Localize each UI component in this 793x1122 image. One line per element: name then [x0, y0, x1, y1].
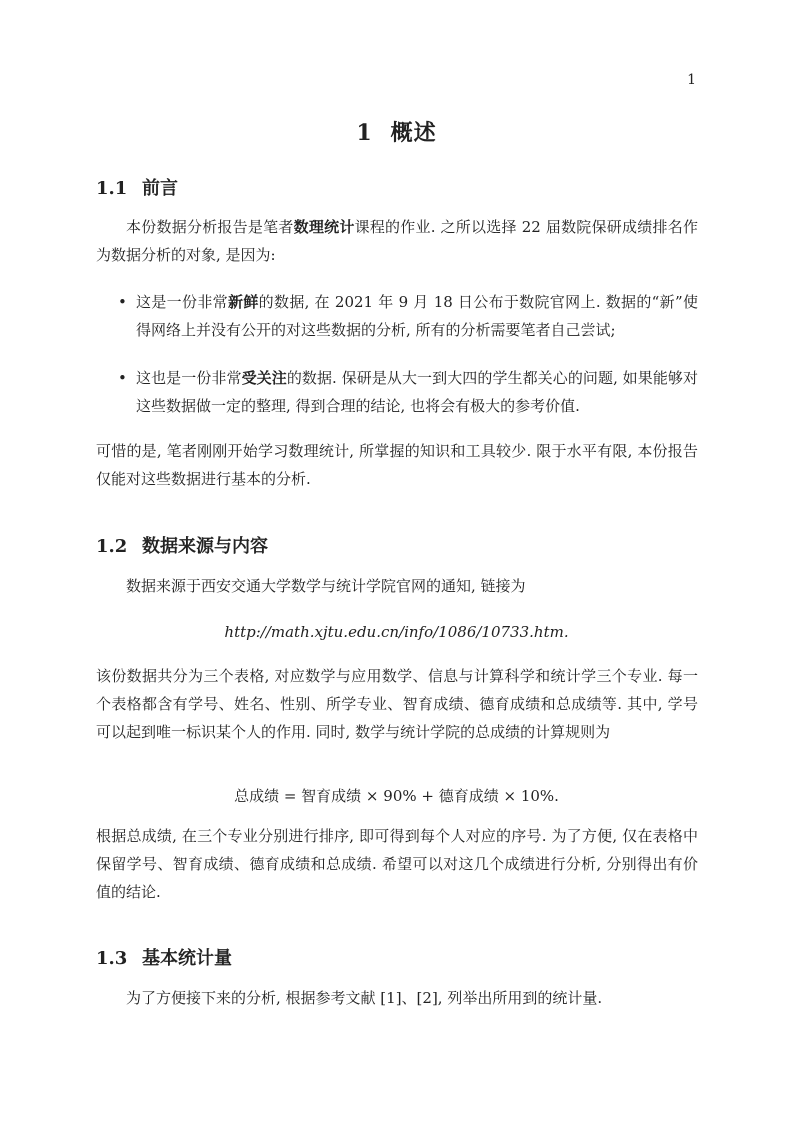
chapter-heading: 概述: [390, 120, 437, 146]
section-title-1-2: [96, 532, 268, 558]
text-run: 本份数据分析报告是笔者: [126, 218, 294, 236]
section-number: 1.1: [96, 178, 128, 199]
source-url: http://math.xjtu.edu.cn/info/1086/10733.htm.: [224, 623, 569, 641]
text-run: 这也是一份非常: [136, 369, 242, 387]
section-title-1-1: [96, 174, 178, 200]
paragraph-intro: [96, 213, 698, 269]
section-heading: 数据来源与内容: [142, 536, 268, 557]
bold-term: 新鲜: [227, 293, 259, 311]
paragraph-limitation: 可惜的是, 笔者刚刚开始学习数理统计, 所掌握的知识和工具较少. 限于水平有限, 本份报告仅能对这些数据进行基本的分析.: [96, 442, 698, 488]
text-run: 这是一份非常: [136, 293, 228, 311]
text-run: 课程的作业. 之所以选择 22 届数院保研成绩排名作为数据分析的对象, 是因为:: [96, 218, 698, 264]
text-run: 的数据, 在 2021 年 9 月 18 日公布于数院官网上. 数据的“新”使得网络上并没有公开的对这些数据的分析, 所有的分析需要笔者自己尝试;: [136, 293, 698, 339]
bold-term: 数理统计: [293, 218, 355, 236]
bullet-item-fresh: [136, 288, 698, 344]
section-heading: 前言: [142, 178, 178, 199]
paragraph-content: 该份数据共分为三个表格, 对应数学与应用数学、信息与计算科学和统计学三个专业. 每一个表格都含有学号、姓名、性别、所学专业、智育成绩、德育成绩和总成绩等. 其中, 学号可以起到唯一标识某个人的作用. 同时, 数学与统计学院的总成绩的计算规则为: [96, 667, 698, 741]
bullet-item-attention: [136, 364, 698, 420]
section-title-1-3: [96, 944, 232, 970]
paragraph-statistics: 为了方便接下来的分析, 根据参考文献 [1]、[2], 列举出所用到的统计量.: [126, 989, 603, 1007]
text-run: 的数据. 保研是从大一到大四的学生都关心的问题, 如果能够对这些数据做一定的整理, 得到合理的结论, 也将会有极大的参考价值.: [136, 369, 698, 415]
section-heading: 基本统计量: [142, 948, 232, 969]
page-number: 1: [687, 72, 696, 88]
bullet-dot: •: [118, 293, 127, 311]
chapter-title: [0, 116, 793, 147]
score-formula: 总成绩 = 智育成绩 × 90% + 德育成绩 × 10%.: [234, 787, 559, 805]
bold-term: 受关注: [241, 369, 287, 387]
section-number: 1.3: [96, 948, 128, 969]
chapter-number: 1: [356, 120, 373, 146]
section-number: 1.2: [96, 536, 128, 557]
bullet-dot: •: [118, 369, 127, 387]
paragraph-source: 数据来源于西安交通大学数学与统计学院官网的通知, 链接为: [126, 577, 526, 595]
paragraph-ranking: 根据总成绩, 在三个专业分别进行排序, 即可得到每个人对应的序号. 为了方便, 仅在表格中保留学号、智育成绩、德育成绩和总成绩. 希望可以对这几个成绩进行分析, 分别得出有价值的结论.: [96, 827, 698, 901]
